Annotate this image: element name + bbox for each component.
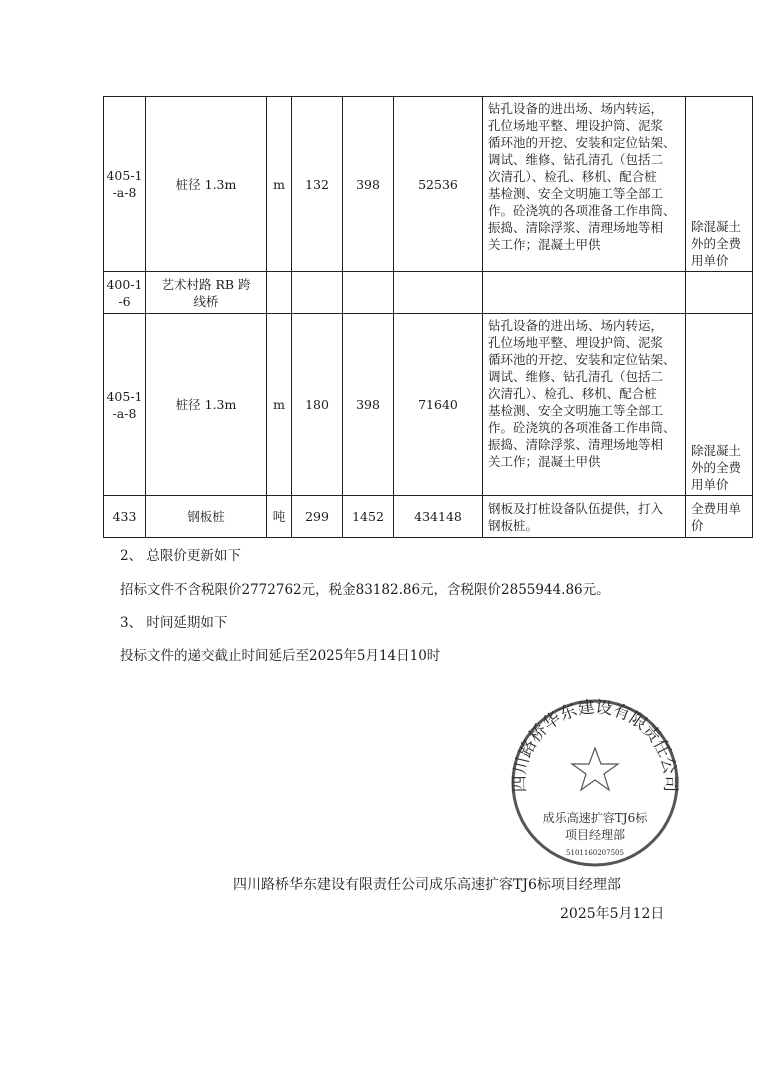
item-note: 除混凝土 外的全费 用单价 <box>686 314 753 496</box>
table-row <box>104 97 753 272</box>
table-row <box>104 314 753 496</box>
item-amount: 434148 <box>394 496 483 538</box>
item-quantity: 132 <box>292 97 343 272</box>
seal-center-line-1: 成乐高速扩容TJ6标 <box>542 811 648 825</box>
seal-ring-text: 四川路桥华东建设有限责任公司 <box>509 698 681 793</box>
item-amount: 52536 <box>394 97 483 272</box>
item-quantity: 299 <box>292 496 343 538</box>
section-2-heading: 2、 总限价更新如下 <box>120 548 241 564</box>
item-quantity: 180 <box>292 314 343 496</box>
company-seal <box>500 698 690 868</box>
item-name: 桩径 1.3m <box>146 97 267 272</box>
item-name: 艺术村路 RB 跨 线桥 <box>146 272 267 314</box>
item-name: 桩径 1.3m <box>146 314 267 496</box>
item-code: 405-1 -a-8 <box>104 314 146 496</box>
table-row <box>104 272 753 314</box>
item-description: 钻孔设备的进出场、场内转运， 孔位场地平整、埋设护筒、泥浆 循环池的开挖、安装和定位钻架、 调试、维修、钻孔清孔（包括二 次清孔）、检孔、移机、配合桩 基检测、安全文明施工等全部工 作。砼浇筑的各项准备工作串筒、 振捣、清除浮浆、清理场地等相 关工作；混凝土甲供 <box>483 97 686 272</box>
seal-center-line-2: 项目经理部 <box>564 828 626 842</box>
item-code: 400-1 -6 <box>104 272 146 314</box>
section-2-body: 招标文件不含税限价2772762元，税金83182.86元，含税限价2855944.86元。 <box>120 582 610 598</box>
table-row <box>104 496 753 538</box>
bill-of-quantities-table <box>103 96 753 538</box>
item-unit-price: 398 <box>343 314 394 496</box>
item-name: 钢板桩 <box>146 496 267 538</box>
item-description: 钢板及打桩设备队伍提供，打入 钢板桩。 <box>483 496 686 538</box>
item-unit-price: 1452 <box>343 496 394 538</box>
signature-date: 2025年5月12日 <box>560 906 665 922</box>
signature-organization: 四川路桥华东建设有限责任公司成乐高速扩容TJ6标项目经理部 <box>233 877 621 893</box>
item-amount: 71640 <box>394 314 483 496</box>
section-3-body: 投标文件的递交截止时间延后至2025年5月14日10时 <box>120 648 441 664</box>
item-note: 全费用单 价 <box>686 496 753 538</box>
section-3-heading: 3、 时间延期如下 <box>120 615 228 631</box>
item-unit: m <box>267 97 292 272</box>
svg-text:四川路桥华东建设有限责任公司 <box>510 698 680 792</box>
item-code: 405-1 -a-8 <box>104 97 146 272</box>
seal-number: 5101160207505 <box>566 849 624 857</box>
item-unit: m <box>267 314 292 496</box>
item-code: 433 <box>104 496 146 538</box>
item-description: 钻孔设备的进出场、场内转运， 孔位场地平整、埋设护筒、泥浆 循环池的开挖、安装和定位钻架、 调试、维修、钻孔清孔（包括二 次清孔）、检孔、移机、配合桩 基检测、安全文明施工等全部工 作。砼浇筑的各项准备工作串筒、 振捣、清除浮浆、清理场地等相 关工作；混凝土甲供 <box>483 314 686 496</box>
item-unit: 吨 <box>267 496 292 538</box>
item-unit-price: 398 <box>343 97 394 272</box>
item-note: 除混凝土 外的全费 用单价 <box>686 97 753 272</box>
